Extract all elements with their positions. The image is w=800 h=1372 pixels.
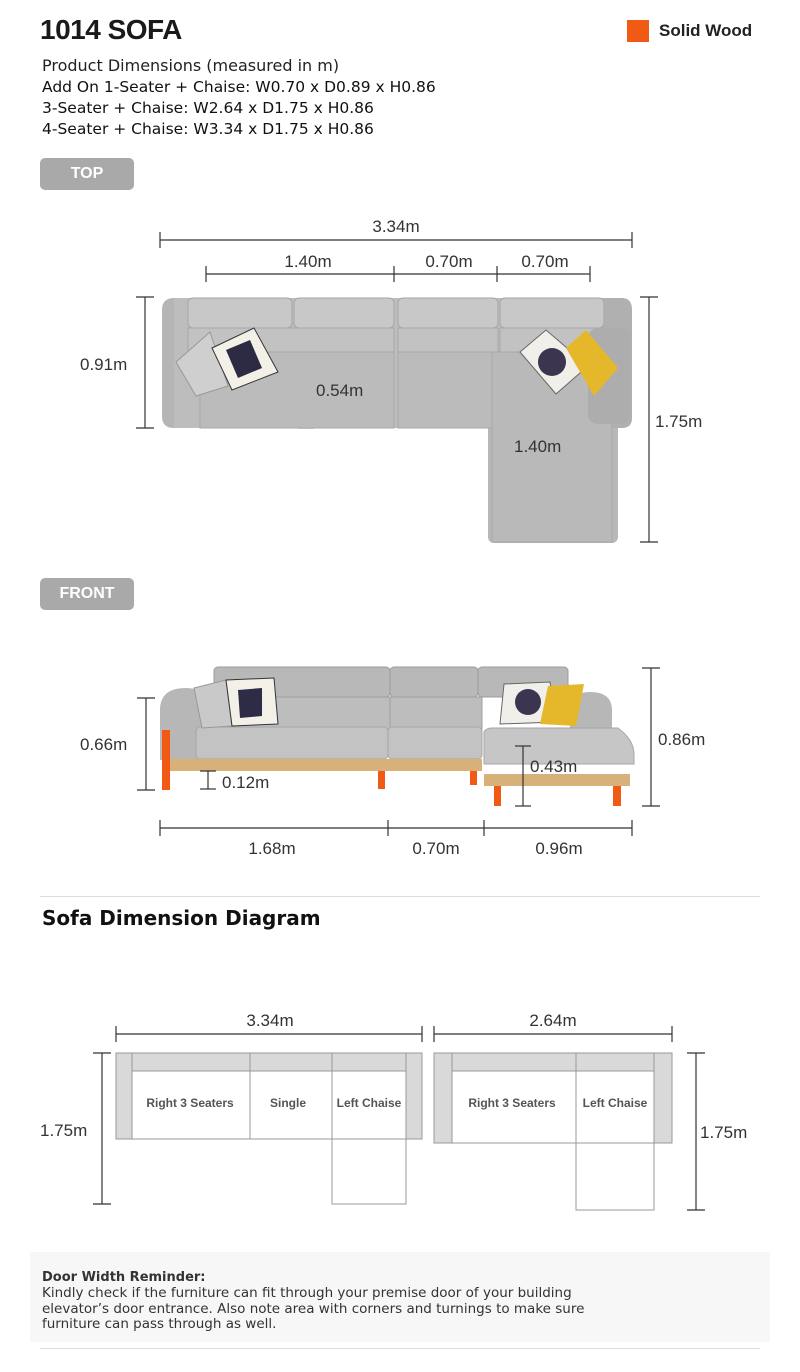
diagram-left-label-2: Single: [269, 1096, 307, 1110]
bottom-divider: [40, 1348, 760, 1349]
top-chaise-length: 1.40m: [514, 437, 562, 456]
diagram-right-label-2: Left Chaise: [582, 1096, 648, 1110]
diagram-title: Sofa Dimension Diagram: [42, 906, 321, 930]
sofa-top-shape: [162, 298, 632, 543]
top-left-depth: 0.91m: [80, 355, 128, 374]
solid-wood-swatch: [627, 20, 649, 42]
dimensions-subtitle: Product Dimensions (measured in m): [42, 56, 340, 75]
front-view-label: FRONT: [40, 578, 134, 610]
front-leg-height: 0.12m: [222, 773, 270, 792]
door-reminder-text: Kindly check if the furniture can fit through your premise door of your building elevator’s door entrance. Also note area with corners and turnings to make sure furniture can pass through as well.: [42, 1285, 585, 1332]
diagram-left-label-1: Right 3 Seaters: [146, 1096, 234, 1110]
diagram-right-label-1: Right 3 Seaters: [468, 1096, 556, 1110]
material-legend: [627, 20, 752, 42]
dimension-3-seater: 3-Seater + Chaise: W2.64 x D1.75 x H0.86: [42, 99, 374, 117]
top-seg2-width: 0.70m: [425, 252, 473, 271]
top-seg3-width: 0.70m: [521, 252, 569, 271]
front-total-height: 0.86m: [658, 730, 706, 749]
top-seat-depth: 0.54m: [316, 381, 364, 400]
dimension-addon: Add On 1-Seater + Chaise: W0.70 x D0.89 x H0.86: [42, 78, 436, 96]
top-view-drawing: [0, 200, 800, 560]
product-title: 1014 SOFA: [40, 14, 182, 45]
top-total-depth: 1.75m: [655, 412, 703, 431]
front-back-height: 0.66m: [80, 735, 128, 754]
front-width-3: 0.96m: [535, 839, 583, 858]
top-total-width: 3.34m: [372, 217, 420, 236]
diagram-left-layout: [116, 1053, 422, 1204]
diagram-left-label-3: Left Chaise: [336, 1096, 402, 1110]
dimension-diagram: [0, 1000, 800, 1230]
top-view-label: TOP: [40, 158, 134, 190]
diagram-left-width: 3.34m: [246, 1011, 294, 1030]
diagram-right-depth: 1.75m: [700, 1123, 748, 1142]
diagram-left-depth: 1.75m: [40, 1121, 88, 1140]
diagram-right-width: 2.64m: [529, 1011, 577, 1030]
front-view-drawing: [0, 640, 800, 870]
top-seg1-width: 1.40m: [284, 252, 332, 271]
legend-label: Solid Wood: [659, 21, 753, 40]
door-reminder-heading: Door Width Reminder:: [42, 1270, 206, 1285]
front-width-1: 1.68m: [248, 839, 296, 858]
front-chaise-height: 0.43m: [530, 757, 578, 776]
diagram-right-layout: [434, 1053, 672, 1210]
section-divider: [40, 896, 760, 897]
dimension-4-seater: 4-Seater + Chaise: W3.34 x D1.75 x H0.86: [42, 120, 374, 138]
front-width-2: 0.70m: [412, 839, 460, 858]
